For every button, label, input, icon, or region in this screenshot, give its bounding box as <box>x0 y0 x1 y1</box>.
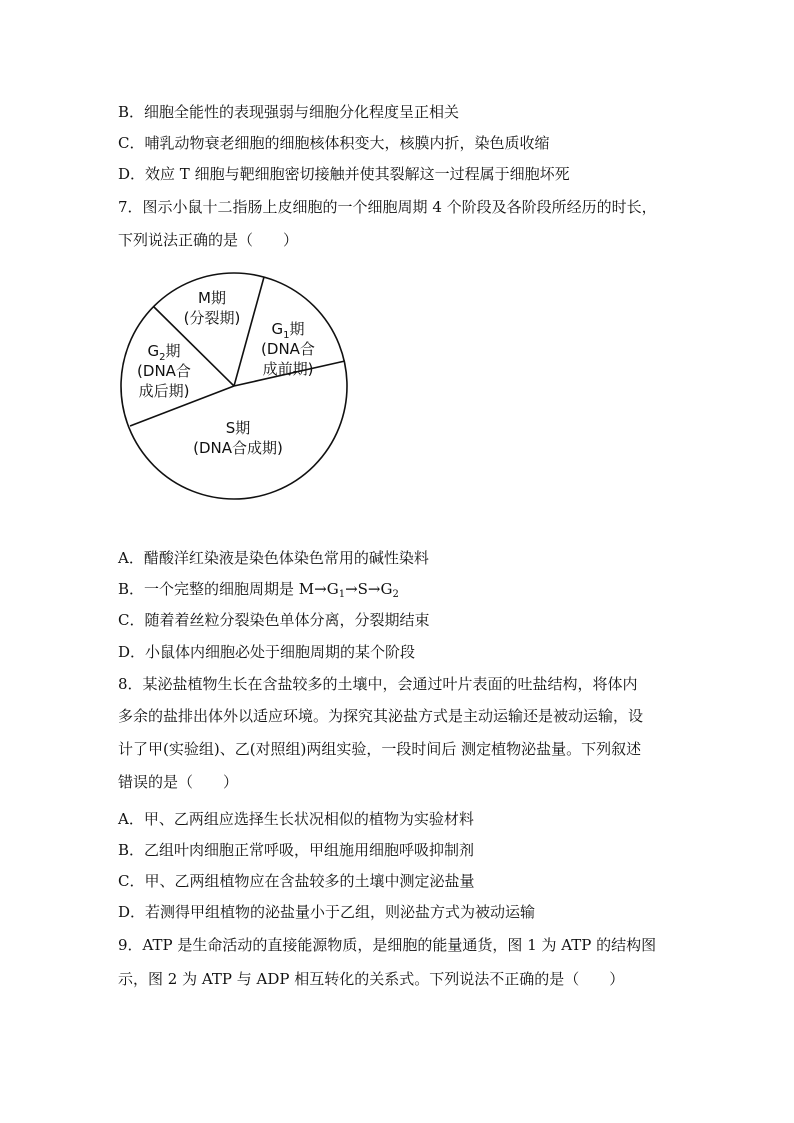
q8-stem-line2: 多余的盐排出体外以适应环境。为探究其泌盐方式是主动运输还是被动运输，设 <box>118 707 644 725</box>
g2-sub: 2 <box>159 352 166 363</box>
q7-option-d: D．小鼠体内细胞必处于细胞周期的某个阶段 <box>118 643 416 661</box>
g2-suffix: 期 <box>165 342 181 360</box>
m-phase-sublabel: (分裂期) <box>183 309 241 327</box>
g2-phase-sublabel: (DNA合 <box>137 362 191 380</box>
cell-cycle-pie-diagram <box>118 270 350 502</box>
g1-main: G <box>271 320 284 338</box>
q8-stem-line3: 计了甲(实验组)、乙(对照组)两组实验，一段时间后 测定植物泌盐量。下列叙述 <box>118 740 642 758</box>
m-phase-label: M期 <box>198 289 226 307</box>
q9-stem-line2: 示，图 2 为 ATP 与 ADP 相互转化的关系式。下列说法不正确的是（ ） <box>118 970 625 988</box>
q8-stem: 8．某泌盐植物生长在含盐较多的土壤中，会通过叶片表面的吐盐结构，将体内 <box>118 675 638 693</box>
q7-option-b-prefix: B．一个完整的细胞周期是 M→G <box>118 580 339 598</box>
q7-option-b-sub1: 1 <box>338 589 346 600</box>
g2-phase-sublabel-2: 成后期) <box>138 382 190 400</box>
q7-option-a: A．醋酸洋红染液是染色体染色常用的碱性染料 <box>118 549 429 567</box>
q6-option-b: B．细胞全能性的表现强弱与细胞分化程度呈正相关 <box>118 103 460 121</box>
q7-stem-line2: 下列说法正确的是（ ） <box>118 231 299 249</box>
q8-option-a: A．甲、乙两组应选择生长状况相似的植物为实验材料 <box>118 810 474 828</box>
q7-stem: 7．图示小鼠十二指肠上皮细胞的一个细胞周期 4 个阶段及各阶段所经历的时长， <box>118 198 657 216</box>
q7-option-c: C．随着着丝粒分裂染色单体分离，分裂期结束 <box>118 611 430 629</box>
q9-stem: 9．ATP 是生命活动的直接能源物质，是细胞的能量通货，图 1 为 ATP 的结构图 <box>118 936 657 954</box>
s-phase-label: S期 <box>225 419 251 437</box>
g1-suffix: 期 <box>289 320 305 338</box>
g1-sub: 1 <box>283 330 290 341</box>
q8-option-b: B．乙组叶肉细胞正常呼吸，甲组施用细胞呼吸抑制剂 <box>118 841 475 859</box>
s-phase-sublabel: (DNA合成期) <box>193 439 283 457</box>
q7-option-b-mid: →S→G <box>345 580 393 598</box>
q7-option-b <box>118 579 399 605</box>
q8-option-d: D．若测得甲组植物的泌盐量小于乙组，则泌盐方式为被动运输 <box>118 903 536 921</box>
q8-option-c: C．甲、乙两组植物应在含盐较多的土壤中测定泌盐量 <box>118 872 475 890</box>
g1-phase-sublabel-2: 成前期) <box>262 360 314 378</box>
q8-stem-line4: 错误的是（ ） <box>118 773 239 791</box>
g1-phase-sublabel: (DNA合 <box>261 340 315 358</box>
q6-option-d: D．效应 T 细胞与靶细胞密切接触并使其裂解这一过程属于细胞坏死 <box>118 165 570 183</box>
q6-option-c: C．哺乳动物衰老细胞的细胞核体积变大，核膜内折，染色质收缩 <box>118 134 550 152</box>
q7-option-b-sub2: 2 <box>392 589 399 600</box>
g2-main: G <box>147 342 160 360</box>
